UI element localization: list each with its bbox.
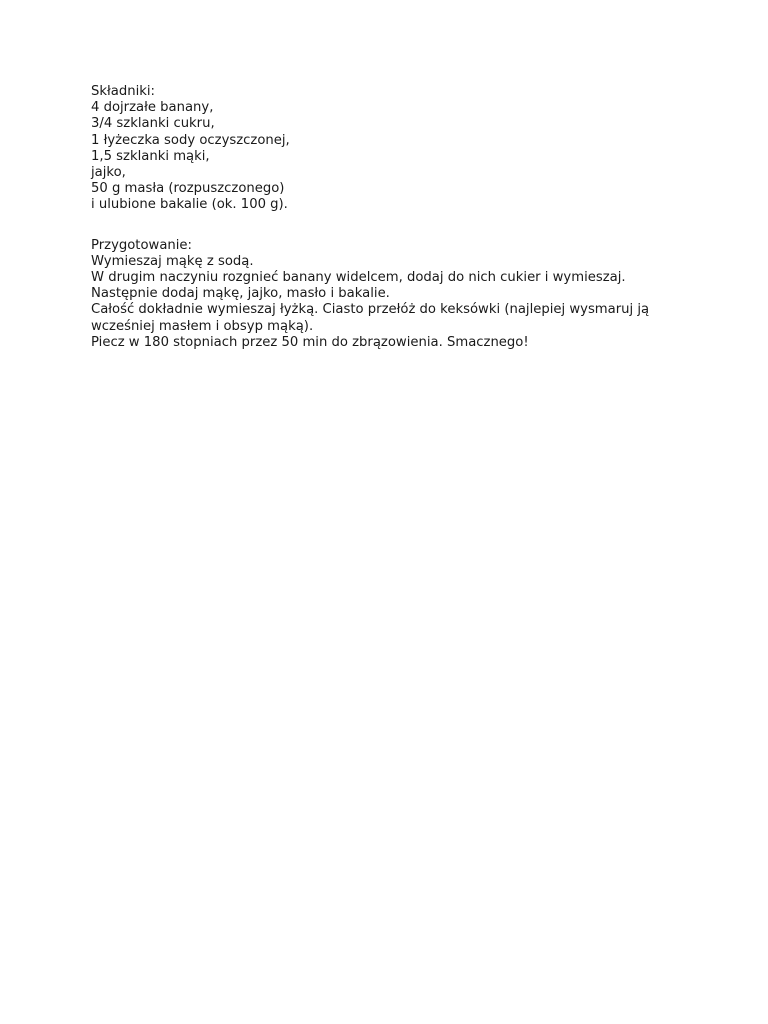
ingredient-item: 4 dojrzałe banany, <box>91 100 214 116</box>
preparation-line: Następnie dodaj mąkę, jajko, masło i bakalie. <box>91 286 390 302</box>
ingredient-item: jajko, <box>91 165 126 181</box>
ingredient-item: 1,5 szklanki mąki, <box>91 148 210 164</box>
ingredient-item: 1 łyżeczka sody oczyszczonej, <box>91 132 290 148</box>
preparation-heading: Przygotowanie: <box>91 237 192 253</box>
ingredient-item: 50 g masła (rozpuszczonego) <box>91 181 285 197</box>
ingredients-heading: Składniki: <box>91 84 155 99</box>
ingredients-section <box>91 84 711 214</box>
preparation-line: Wymieszaj mąkę z sodą. <box>91 253 254 269</box>
recipe-text <box>91 84 711 351</box>
preparation-section <box>91 238 711 351</box>
preparation-line: W drugim naczyniu rozgnieć banany widelcem, dodaj do nich cukier i wymieszaj. <box>91 270 626 286</box>
preparation-line: Piecz w 180 stopniach przez 50 min do zbrązowienia. Smacznego! <box>91 334 529 350</box>
ingredient-item: i ulubione bakalie (ok. 100 g). <box>91 197 288 213</box>
preparation-line: Całość dokładnie wymieszaj łyżką. Ciasto przełóż do keksówki (najlepiej wysmaruj ją <box>91 302 650 318</box>
ingredient-item: 3/4 szklanki cukru, <box>91 116 215 132</box>
preparation-line: wcześniej masłem i obsyp mąką). <box>91 318 314 334</box>
